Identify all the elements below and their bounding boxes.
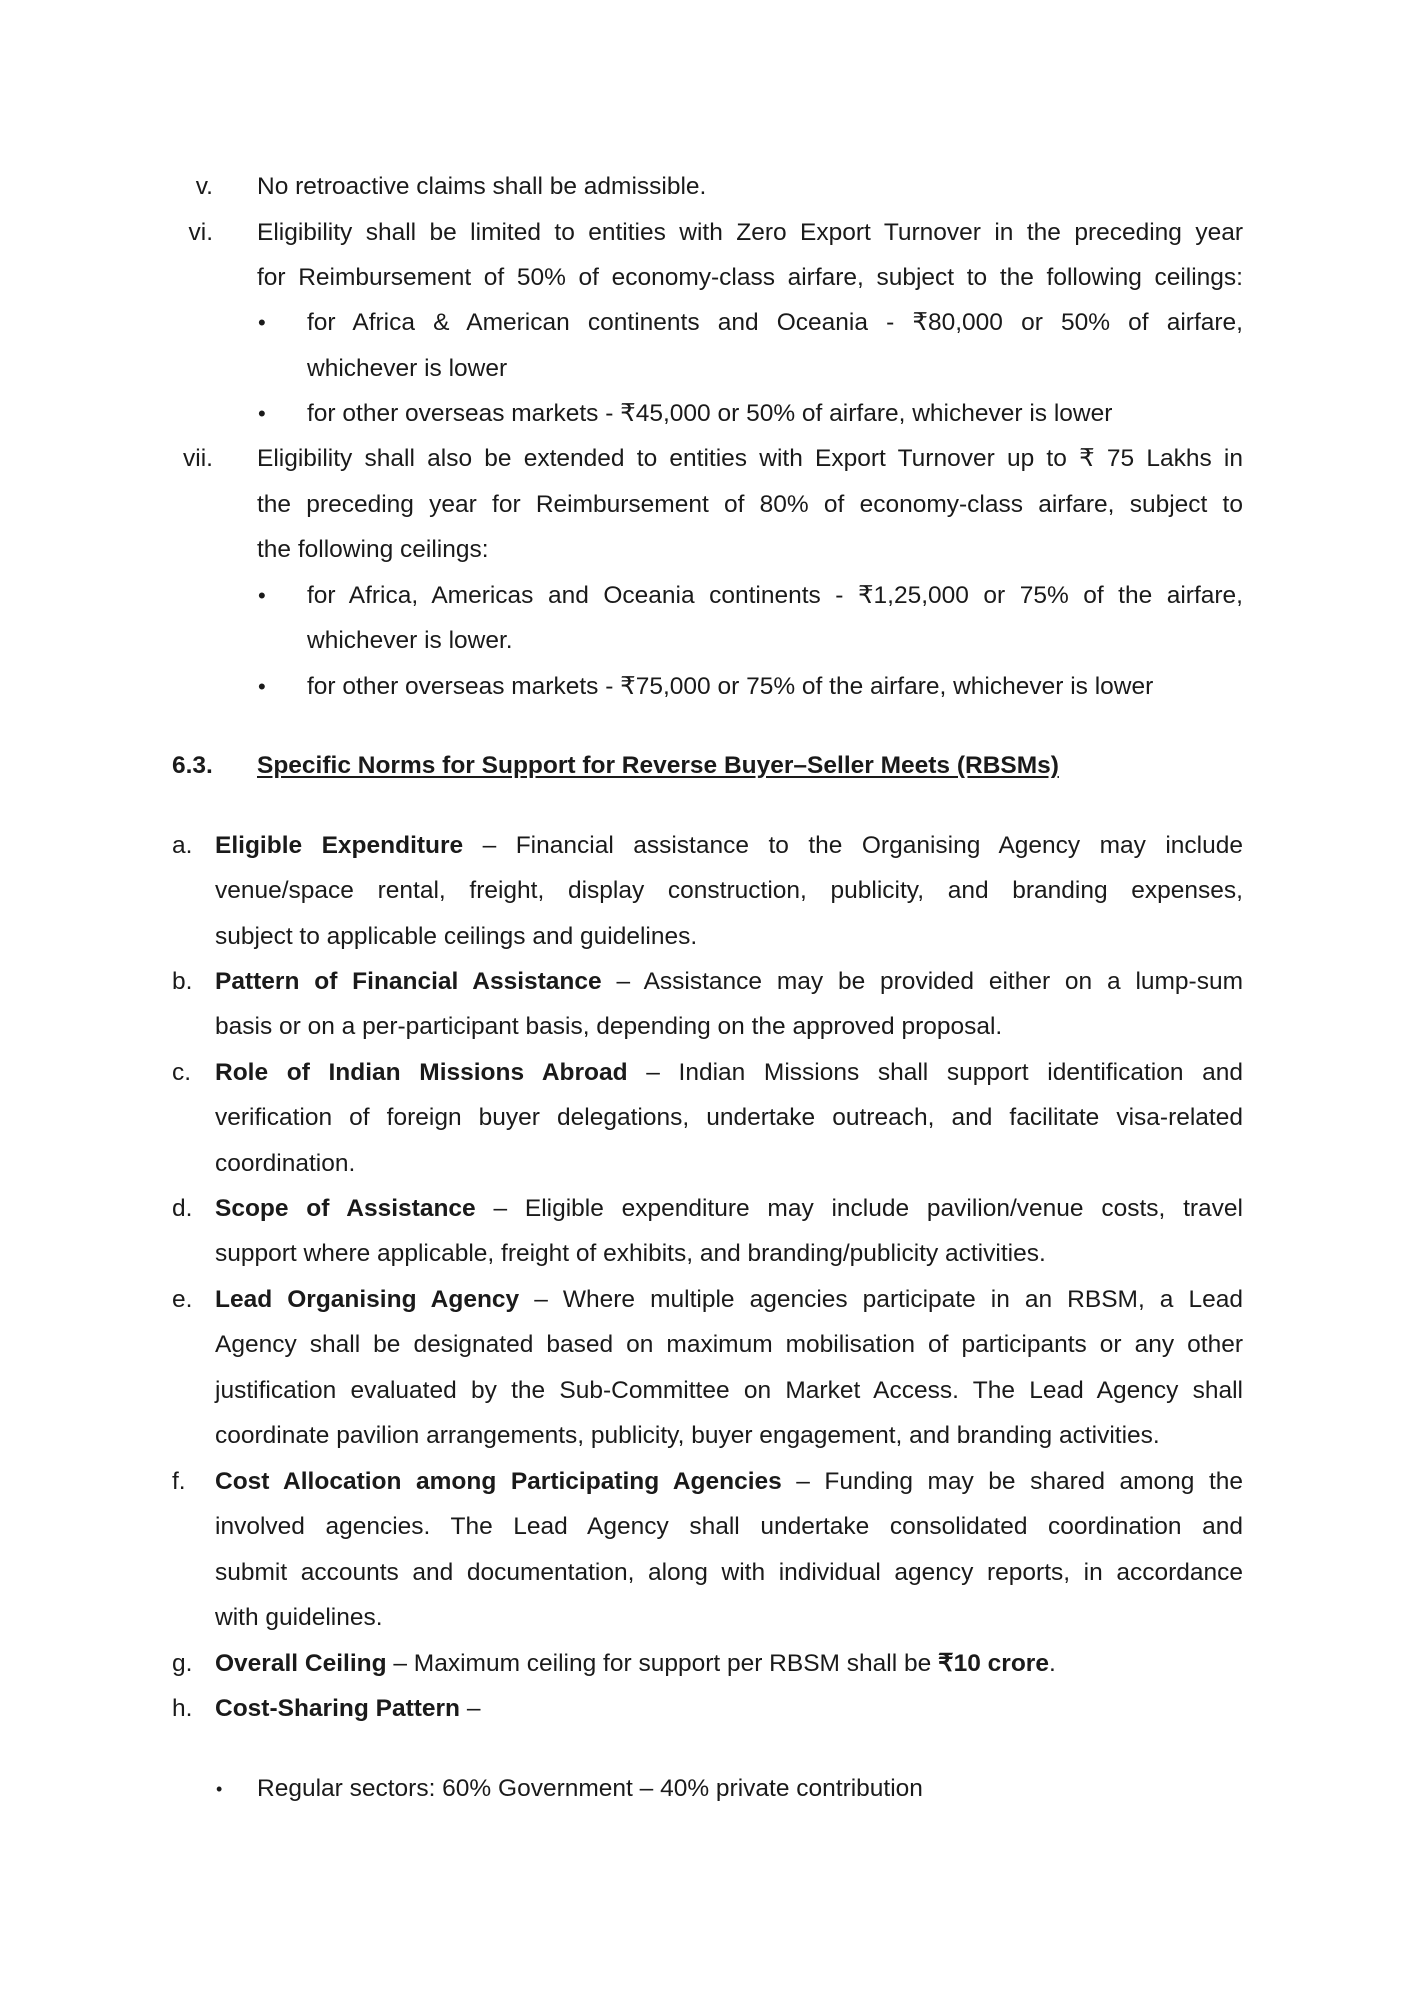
- item-label-e: e.: [172, 1286, 193, 1313]
- item-b-title: Pattern of Financial Assistance: [215, 968, 602, 995]
- bullet-icon: •: [216, 1779, 223, 1799]
- ceiling-amount: ₹10 crore: [938, 1650, 1049, 1677]
- item-c-line-2: verification of foreign buyer delegations, undertake outreach, and facilitate visa-related: [215, 1104, 1243, 1131]
- item-vi-line-2: for Reimbursement of 50% of economy-class airfare, subject to the following ceilings:: [257, 264, 1243, 291]
- item-e-line-2: Agency shall be designated based on maximum mobilisation of participants or any other: [215, 1331, 1243, 1358]
- item-f-line-4: with guidelines.: [215, 1604, 383, 1631]
- item-g-title: Overall Ceiling: [215, 1650, 387, 1677]
- item-a-line-2: venue/space rental, freight, display construction, publicity, and branding expenses,: [215, 877, 1243, 904]
- item-label-v: v.: [195, 173, 213, 200]
- item-c-line-3: coordination.: [215, 1150, 356, 1177]
- item-a-title: Eligible Expenditure: [215, 832, 464, 859]
- item-vi-bullet-1-line-1: for Africa & American continents and Oceania - ₹80,000 or 50% of airfare,: [307, 309, 1243, 336]
- item-label-a: a.: [172, 832, 193, 859]
- item-vii-bullet-1-line-1: for Africa, Americas and Oceania continents - ₹1,25,000 or 75% of the airfare,: [307, 582, 1243, 609]
- bullet-icon: •: [258, 583, 266, 608]
- item-g-line-1: Overall Ceiling – Maximum ceiling for support per RBSM shall be ₹10 crore.: [215, 1650, 1056, 1677]
- item-label-vii: vii.: [183, 445, 213, 472]
- item-f-line-1: Cost Allocation among Participating Agencies – Funding may be shared among the: [215, 1468, 1243, 1495]
- item-c-title: Role of Indian Missions Abroad: [215, 1059, 628, 1086]
- item-vii-line-1: Eligibility shall also be extended to entities with Export Turnover up to ₹ 75 Lakhs in: [257, 445, 1243, 472]
- item-vi-bullet-1-line-2: whichever is lower: [307, 355, 508, 382]
- item-label-h: h.: [172, 1695, 193, 1722]
- item-e-line-1: Lead Organising Agency – Where multiple agencies participate in an RBSM, a Lead: [215, 1286, 1243, 1313]
- item-label-vi: vi.: [188, 219, 213, 246]
- item-vii-bullet-1-line-2: whichever is lower.: [307, 627, 513, 654]
- section-title: Specific Norms for Support for Reverse Buyer–Seller Meets (RBSMs): [257, 752, 1059, 779]
- item-label-f: f.: [172, 1468, 186, 1495]
- item-label-b: b.: [172, 968, 193, 995]
- item-a-line-3: subject to applicable ceilings and guidelines.: [215, 923, 698, 950]
- item-vii-bullet-2-line-1: for other overseas markets - ₹75,000 or 75% of the airfare, whichever is lower: [307, 673, 1154, 700]
- item-label-d: d.: [172, 1195, 193, 1222]
- item-label-c: c.: [172, 1059, 192, 1086]
- bullet-icon: •: [258, 310, 266, 335]
- item-b-line-2: basis or on a per-participant basis, depending on the approved proposal.: [215, 1013, 1003, 1040]
- cost-sharing-bullet-1: Regular sectors: 60% Government – 40% private contribution: [257, 1775, 923, 1802]
- bullet-icon: •: [258, 674, 266, 699]
- item-b-line-1: Pattern of Financial Assistance – Assistance may be provided either on a lump-sum: [215, 968, 1243, 995]
- item-f-title: Cost Allocation among Participating Agencies: [215, 1468, 782, 1495]
- item-vii-line-3: the following ceilings:: [257, 536, 489, 563]
- item-vii-line-2: the preceding year for Reimbursement of 80% of economy-class airfare, subject to: [257, 491, 1243, 518]
- section-number: 6.3.: [172, 752, 213, 779]
- item-f-line-2: involved agencies. The Lead Agency shall undertake consolidated coordination and: [215, 1513, 1243, 1540]
- item-f-line-3: submit accounts and documentation, along with individual agency reports, in accordance: [215, 1559, 1243, 1586]
- item-a-line-1: Eligible Expenditure – Financial assistance to the Organising Agency may include: [215, 832, 1244, 859]
- item-vi-line-1: Eligibility shall be limited to entities with Zero Export Turnover in the preceding year: [257, 219, 1243, 246]
- item-e-line-4: coordinate pavilion arrangements, publicity, buyer engagement, and branding activities.: [215, 1422, 1160, 1449]
- item-h-title: Cost-Sharing Pattern: [215, 1695, 461, 1722]
- item-d-line-1: Scope of Assistance – Eligible expenditure may include pavilion/venue costs, travel: [215, 1195, 1243, 1222]
- bullet-icon: •: [258, 401, 266, 426]
- item-v-line-1: No retroactive claims shall be admissible.: [257, 173, 707, 200]
- item-c-line-1: Role of Indian Missions Abroad – Indian Missions shall support identification and: [215, 1059, 1243, 1086]
- item-h-line-1: Cost-Sharing Pattern –: [215, 1695, 481, 1722]
- item-label-g: g.: [172, 1650, 193, 1677]
- item-vi-bullet-2-line-1: for other overseas markets - ₹45,000 or 50% of airfare, whichever is lower: [307, 400, 1113, 427]
- item-d-title: Scope of Assistance: [215, 1195, 476, 1222]
- item-e-line-3: justification evaluated by the Sub-Committee on Market Access. The Lead Agency shall: [215, 1377, 1243, 1404]
- item-d-line-2: support where applicable, freight of exhibits, and branding/publicity activities.: [215, 1240, 1046, 1267]
- item-e-title: Lead Organising Agency: [215, 1286, 520, 1313]
